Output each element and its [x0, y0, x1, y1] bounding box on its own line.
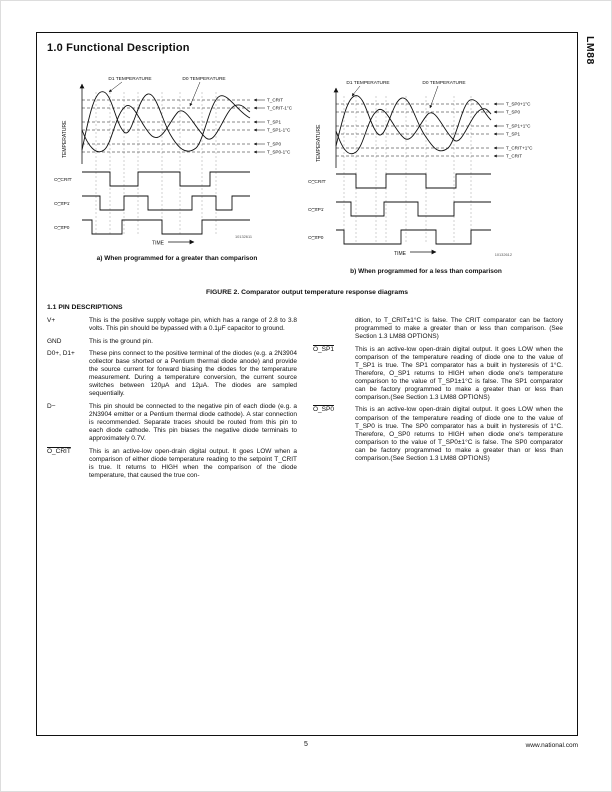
threshold-label: T_CRIT — [267, 97, 284, 103]
temperature-axis-label: TEMPERATURE — [316, 124, 322, 162]
threshold-label: T_CRIT+1°C — [506, 145, 533, 151]
pin-row-d0-d1 — [47, 350, 297, 398]
threshold-label: T_SP1 — [267, 119, 282, 125]
o-crit-waveform — [336, 174, 491, 188]
time-axis-label: TIME — [152, 240, 164, 247]
figure-b-code: 10132612 — [494, 252, 512, 257]
d1-temperature-curve — [82, 92, 250, 152]
o-crit-waveform — [82, 172, 250, 186]
signal-label-o-crit: O_CRIT — [54, 178, 72, 183]
pin-descriptions — [47, 317, 563, 484]
pin-row-vplus — [47, 317, 297, 333]
threshold-label: T_CRIT — [506, 153, 523, 159]
pin-description: This is an active-low open-drain digital output. It goes LOW when the comparison of the temperature reading of diode one to the value of T_SP1 is true. The SP1 comparator has a built in hysteresis of 1°C. Therefore, O_SP1 returns to HIGH when diode one's temperature comparison to the value of T_SP1±1°C is false. The SP1 comparator can be factory programmed to make a greater than or less than comparison.(See Section 1.3 LM88 OPTIONS) — [355, 345, 563, 401]
pin-term: D− — [47, 402, 56, 410]
figure-a-code: 10132611 — [234, 234, 252, 239]
o-sp1-waveform — [336, 202, 491, 216]
pin-descriptions-title: 1.1 PIN DESCRIPTIONS — [47, 304, 123, 311]
signal-label-o-sp0: O_SP0 — [308, 236, 324, 241]
figure-a-diagram — [52, 72, 302, 252]
pin-term: D0+, D1+ — [47, 350, 75, 358]
threshold-label: T_SP1+1°C — [506, 123, 531, 129]
figure-2-caption: FIGURE 2. Comparator output temperature response diagrams — [205, 289, 409, 296]
signal-label-o-sp1: O_SP1 — [308, 208, 324, 213]
o-sp1-waveform — [82, 196, 250, 210]
section-title: 1.0 Functional Description — [47, 42, 190, 54]
pin-description: dition, to T_CRIT±1°C is false. The CRIT comparator can be factory programmed to make a greater than or less than comparison. (See Section 1.3 LM88 OPTIONS) — [355, 317, 563, 341]
figure-a-caption: a) When programmed for a greater than comparison — [96, 255, 258, 262]
guide-lines — [344, 96, 471, 244]
threshold-labels — [254, 98, 293, 155]
pin-description: This pin should be connected to the negative pin of each diode (e.g. a 2N3904 emitter or a Pentium thermal diode cathode). A star connection is recommended. Separate traces should be routed from this pin to each diode cathode. This pin biases the negative diode terminals to approximately 0.7V. — [89, 402, 297, 443]
threshold-label: T_SP0 — [267, 141, 282, 147]
figure-b-caption: b) When programmed for a less than comparison — [350, 268, 502, 275]
pin-term: O_CRIT — [47, 447, 71, 455]
pin-row-dminus — [47, 403, 297, 443]
pin-descriptions-right-column — [313, 317, 563, 467]
pin-descriptions-left-column — [47, 317, 297, 484]
temperature-axis-label: TEMPERATURE — [62, 120, 68, 158]
pin-row-o-sp1 — [313, 346, 563, 402]
d1-curve-label: D1 TEMPERATURE — [346, 81, 390, 86]
threshold-label: T_CRIT-1°C — [267, 105, 293, 111]
d0-curve-label: D0 TEMPERATURE — [422, 81, 466, 86]
website-url: www.national.com — [525, 742, 578, 749]
pin-description: This is an active-low open-drain digital output. It goes LOW when a comparison of either diode temperature reading to the setpoint T_CRIT is true. It returns to HIGH when the comparison of the diode temperature, that caused the true con- — [89, 447, 297, 479]
d0-temperature-curve — [336, 109, 491, 154]
pin-row-o-sp0 — [313, 406, 563, 462]
threshold-label: T_SP0 — [506, 109, 521, 115]
threshold-label: T_SP0-1°C — [267, 149, 291, 155]
pin-term: GND — [47, 337, 62, 345]
o-sp0-waveform — [336, 230, 491, 244]
pin-term — [313, 317, 355, 341]
part-number-label: LM88 — [584, 36, 596, 65]
threshold-label: T_SP0+1°C — [506, 101, 531, 107]
pin-term: V+ — [47, 317, 56, 324]
pin-description: This is the ground pin. — [89, 337, 153, 345]
pin-description: This is an active-low open-drain digital output. It goes LOW when the comparison of the temperature reading of diode one to the value of T_SP0 is true. The SP0 comparator has a built in hysteresis of 1°C. Therefore, O_SP0 returns to HIGH when diode one's temperature comparison to the value of T_SP0±1°C is false. The SP0 comparator can be factory programmed to make a greater than or less than comparison.(See Section 1.3 LM88 OPTIONS) — [355, 406, 563, 462]
pin-term: O_SP0 — [313, 406, 334, 414]
signal-label-o-crit: O_CRIT — [308, 180, 326, 185]
pin-description: This is the positive supply voltage pin, which has a range of 2.8 to 3.8 volts. This pin should be bypassed with a 0.1μF capacitor to ground. — [89, 317, 297, 333]
d1-curve-label: D1 TEMPERATURE — [108, 77, 152, 82]
threshold-labels — [494, 102, 533, 159]
pin-row-o-crit-continued — [313, 317, 563, 341]
pin-row-o-crit — [47, 448, 297, 480]
figure-b-diagram — [306, 76, 546, 266]
signal-label-o-sp0: O_SP0 — [54, 226, 70, 231]
d0-curve-label: D0 TEMPERATURE — [182, 77, 226, 82]
threshold-label: T_SP1 — [506, 131, 521, 137]
time-axis-label: TIME — [394, 251, 406, 257]
page-number: 5 — [304, 741, 308, 748]
guide-lines — [96, 92, 216, 234]
threshold-label: T_SP1-1°C — [267, 127, 291, 133]
d0-temperature-curve — [82, 105, 250, 152]
o-sp0-waveform — [82, 220, 250, 234]
pin-term: O_SP1 — [313, 345, 334, 353]
pin-description: These pins connect to the positive terminal of the diodes (e.g. a 2N3904 collector base shorted or a Pentium thermal diode anode) and provide the source current for forward biasing the diodes for the temperature measurement. During a temperature conversion, the current source switches between 120μA and 12μA. The diodes are sampled sequentially. — [89, 350, 297, 398]
signal-label-o-sp1: O_SP1 — [54, 202, 70, 207]
pin-row-gnd — [47, 338, 297, 346]
